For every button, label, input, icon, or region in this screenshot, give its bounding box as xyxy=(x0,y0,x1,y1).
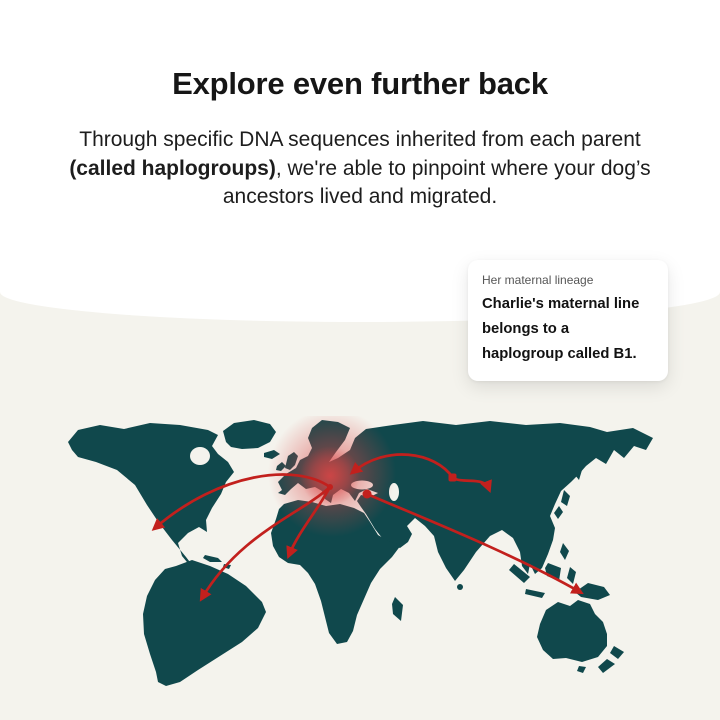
landmass-greenland xyxy=(223,420,276,449)
subtitle-text-2: , we're able to pinpoint where your dog’s ancestors lived and migrated. xyxy=(222,156,651,209)
maternal-lineage-card xyxy=(468,260,668,381)
landmass-tasmania xyxy=(577,666,586,673)
hero-section xyxy=(0,0,720,212)
landmass-australia xyxy=(537,600,607,662)
landmass-japan-north xyxy=(561,490,570,506)
world-map xyxy=(58,416,662,706)
landmass-south-america xyxy=(143,560,266,686)
subtitle-text-1: Through specific DNA sequences inherited from each parent xyxy=(79,128,641,151)
central-asia-node-dot xyxy=(449,474,457,482)
page-subtitle xyxy=(64,126,656,212)
landmass-north-america xyxy=(68,423,234,579)
subtitle-bold: (called haplogroups) xyxy=(69,156,276,180)
landmass-java xyxy=(525,589,545,598)
landmass-madagascar xyxy=(392,597,403,621)
landmass-philippines xyxy=(560,543,569,560)
hudson-bay xyxy=(190,447,210,465)
lineage-card-text: Charlie's maternal line belongs to a haplogroup called B1. xyxy=(482,296,640,363)
page-title: Explore even further back xyxy=(172,66,548,101)
europe-hub-dot xyxy=(327,484,333,490)
lineage-card-label: Her maternal lineage xyxy=(482,273,594,287)
anatolia-node-dot xyxy=(363,490,372,499)
landmass-new-zealand-north xyxy=(610,646,624,659)
landmass-japan-south xyxy=(554,506,563,519)
landmass-sulawesi xyxy=(567,567,576,584)
world-map-svg xyxy=(58,416,662,706)
landmass-new-zealand-south xyxy=(598,659,615,673)
landmass-sri-lanka xyxy=(457,584,463,590)
landmass-cuba xyxy=(203,555,222,562)
